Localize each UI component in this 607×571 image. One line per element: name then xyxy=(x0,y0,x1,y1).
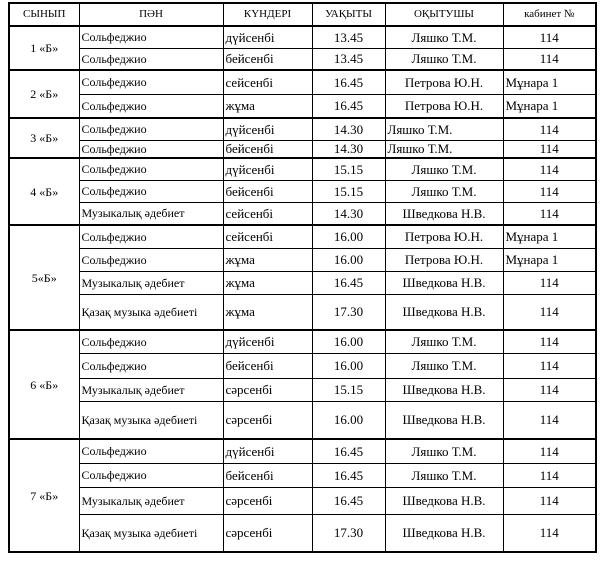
day-cell: жұма xyxy=(223,248,312,271)
time-cell: 16.00 xyxy=(312,248,385,271)
teacher-cell: Ляшко Т.М. xyxy=(385,158,503,180)
room-cell: 114 xyxy=(503,514,596,552)
teacher-cell: Петрова Ю.Н. xyxy=(385,70,503,94)
table-row xyxy=(9,26,596,48)
room-cell: 114 xyxy=(503,48,596,70)
room-cell: 114 xyxy=(503,401,596,439)
day-cell: сейсенбі xyxy=(223,202,312,225)
header-room: кабинет № xyxy=(503,3,596,26)
day-cell: сәрсенбі xyxy=(223,378,312,401)
room-cell: 114 xyxy=(503,294,596,330)
table-row xyxy=(9,248,596,271)
time-cell: 15.15 xyxy=(312,378,385,401)
teacher-cell: Шведкова Н.В. xyxy=(385,401,503,439)
header-teacher: ОҚЫТУШЫ xyxy=(385,3,503,26)
room-cell: 114 xyxy=(503,118,596,140)
room-cell: 114 xyxy=(503,140,596,158)
subject-cell: Сольфеджио xyxy=(79,330,223,353)
teacher-cell: Шведкова Н.В. xyxy=(385,271,503,294)
subject-cell: Музыкалық әдебиет xyxy=(79,378,223,401)
time-cell: 16.00 xyxy=(312,353,385,378)
time-cell: 14.30 xyxy=(312,202,385,225)
day-cell: бейсенбі xyxy=(223,180,312,202)
table-row xyxy=(9,70,596,94)
table-row xyxy=(9,353,596,378)
room-cell: Мұнара 1 xyxy=(503,225,596,248)
teacher-cell: Ляшко Т.М. xyxy=(385,353,503,378)
class-cell: 5«Б» xyxy=(9,225,79,330)
table-row xyxy=(9,487,596,514)
table-row xyxy=(9,48,596,70)
subject-cell: Сольфеджио xyxy=(79,94,223,118)
class-cell: 4 «Б» xyxy=(9,158,79,225)
room-cell: 114 xyxy=(503,330,596,353)
subject-cell: Қазақ музыка әдебиеті xyxy=(79,294,223,330)
class-cell: 7 «Б» xyxy=(9,439,79,552)
time-cell: 14.30 xyxy=(312,140,385,158)
header-row xyxy=(9,3,596,26)
schedule-body xyxy=(9,26,596,552)
teacher-cell: Ляшко Т.М. xyxy=(385,180,503,202)
room-cell: 114 xyxy=(503,353,596,378)
table-row xyxy=(9,463,596,487)
room-cell: 114 xyxy=(503,378,596,401)
day-cell: бейсенбі xyxy=(223,353,312,378)
time-cell: 16.45 xyxy=(312,487,385,514)
table-row xyxy=(9,180,596,202)
table-row xyxy=(9,271,596,294)
teacher-cell: Петрова Ю.Н. xyxy=(385,225,503,248)
schedule-table xyxy=(8,2,597,553)
table-row xyxy=(9,225,596,248)
day-cell: дүйсенбі xyxy=(223,118,312,140)
day-cell: дүйсенбі xyxy=(223,158,312,180)
table-row xyxy=(9,330,596,353)
time-cell: 16.45 xyxy=(312,463,385,487)
time-cell: 16.00 xyxy=(312,401,385,439)
teacher-cell: Ляшко Т.М. xyxy=(385,330,503,353)
class-cell: 6 «Б» xyxy=(9,330,79,439)
class-cell: 2 «Б» xyxy=(9,70,79,118)
teacher-cell: Петрова Ю.Н. xyxy=(385,248,503,271)
teacher-cell: Ляшко Т.М. xyxy=(385,48,503,70)
teacher-cell: Шведкова Н.В. xyxy=(385,202,503,225)
room-cell: 114 xyxy=(503,180,596,202)
subject-cell: Сольфеджио xyxy=(79,118,223,140)
header-class: СЫНЫП xyxy=(9,3,79,26)
time-cell: 14.30 xyxy=(312,118,385,140)
day-cell: сәрсенбі xyxy=(223,514,312,552)
day-cell: бейсенбі xyxy=(223,463,312,487)
time-cell: 17.30 xyxy=(312,294,385,330)
subject-cell: Қазақ музыка әдебиеті xyxy=(79,514,223,552)
header-time: УАҚЫТЫ xyxy=(312,3,385,26)
table-row xyxy=(9,401,596,439)
time-cell: 16.45 xyxy=(312,271,385,294)
subject-cell: Музыкалық әдебиет xyxy=(79,202,223,225)
table-row xyxy=(9,378,596,401)
class-cell: 3 «Б» xyxy=(9,118,79,158)
subject-cell: Музыкалық әдебиет xyxy=(79,487,223,514)
table-row xyxy=(9,202,596,225)
room-cell: Мұнара 1 xyxy=(503,248,596,271)
room-cell: Мұнара 1 xyxy=(503,70,596,94)
teacher-cell: Ляшко Т.М. xyxy=(385,439,503,463)
day-cell: сейсенбі xyxy=(223,225,312,248)
teacher-cell: Шведкова Н.В. xyxy=(385,514,503,552)
subject-cell: Музыкалық әдебиет xyxy=(79,271,223,294)
time-cell: 16.00 xyxy=(312,225,385,248)
time-cell: 16.00 xyxy=(312,330,385,353)
subject-cell: Сольфеджио xyxy=(79,158,223,180)
room-cell: Мұнара 1 xyxy=(503,94,596,118)
subject-cell: Сольфеджио xyxy=(79,180,223,202)
room-cell: 114 xyxy=(503,26,596,48)
day-cell: сәрсенбі xyxy=(223,401,312,439)
time-cell: 13.45 xyxy=(312,26,385,48)
time-cell: 16.45 xyxy=(312,70,385,94)
table-row xyxy=(9,118,596,140)
table-row xyxy=(9,439,596,463)
header-subject: ПӘН xyxy=(79,3,223,26)
subject-cell: Сольфеджио xyxy=(79,70,223,94)
teacher-cell: Шведкова Н.В. xyxy=(385,378,503,401)
table-row xyxy=(9,514,596,552)
day-cell: жұма xyxy=(223,94,312,118)
table-row xyxy=(9,294,596,330)
subject-cell: Сольфеджио xyxy=(79,48,223,70)
day-cell: жұма xyxy=(223,271,312,294)
room-cell: 114 xyxy=(503,463,596,487)
room-cell: 114 xyxy=(503,439,596,463)
time-cell: 13.45 xyxy=(312,48,385,70)
header-days: КҮНДЕРІ xyxy=(223,3,312,26)
time-cell: 16.45 xyxy=(312,94,385,118)
day-cell: дүйсенбі xyxy=(223,26,312,48)
subject-cell: Сольфеджио xyxy=(79,26,223,48)
day-cell: бейсенбі xyxy=(223,140,312,158)
teacher-cell: Ляшко Т.М. xyxy=(385,26,503,48)
teacher-cell: Петрова Ю.Н. xyxy=(385,94,503,118)
subject-cell: Сольфеджио xyxy=(79,248,223,271)
table-row xyxy=(9,94,596,118)
table-row xyxy=(9,140,596,158)
day-cell: сәрсенбі xyxy=(223,487,312,514)
teacher-cell: Ляшко Т.М. xyxy=(385,118,503,140)
room-cell: 114 xyxy=(503,271,596,294)
teacher-cell: Ляшко Т.М. xyxy=(385,463,503,487)
room-cell: 114 xyxy=(503,158,596,180)
day-cell: дүйсенбі xyxy=(223,330,312,353)
room-cell: 114 xyxy=(503,487,596,514)
time-cell: 15.15 xyxy=(312,158,385,180)
subject-cell: Сольфеджио xyxy=(79,140,223,158)
time-cell: 15.15 xyxy=(312,180,385,202)
subject-cell: Қазақ музыка әдебиеті xyxy=(79,401,223,439)
teacher-cell: Ляшко Т.М. xyxy=(385,140,503,158)
table-row xyxy=(9,158,596,180)
class-cell: 1 «Б» xyxy=(9,26,79,70)
day-cell: сейсенбі xyxy=(223,70,312,94)
time-cell: 17.30 xyxy=(312,514,385,552)
subject-cell: Сольфеджио xyxy=(79,463,223,487)
teacher-cell: Шведкова Н.В. xyxy=(385,487,503,514)
day-cell: жұма xyxy=(223,294,312,330)
day-cell: бейсенбі xyxy=(223,48,312,70)
day-cell: дүйсенбі xyxy=(223,439,312,463)
subject-cell: Сольфеджио xyxy=(79,439,223,463)
subject-cell: Сольфеджио xyxy=(79,353,223,378)
subject-cell: Сольфеджио xyxy=(79,225,223,248)
time-cell: 16.45 xyxy=(312,439,385,463)
room-cell: 114 xyxy=(503,202,596,225)
teacher-cell: Шведкова Н.В. xyxy=(385,294,503,330)
